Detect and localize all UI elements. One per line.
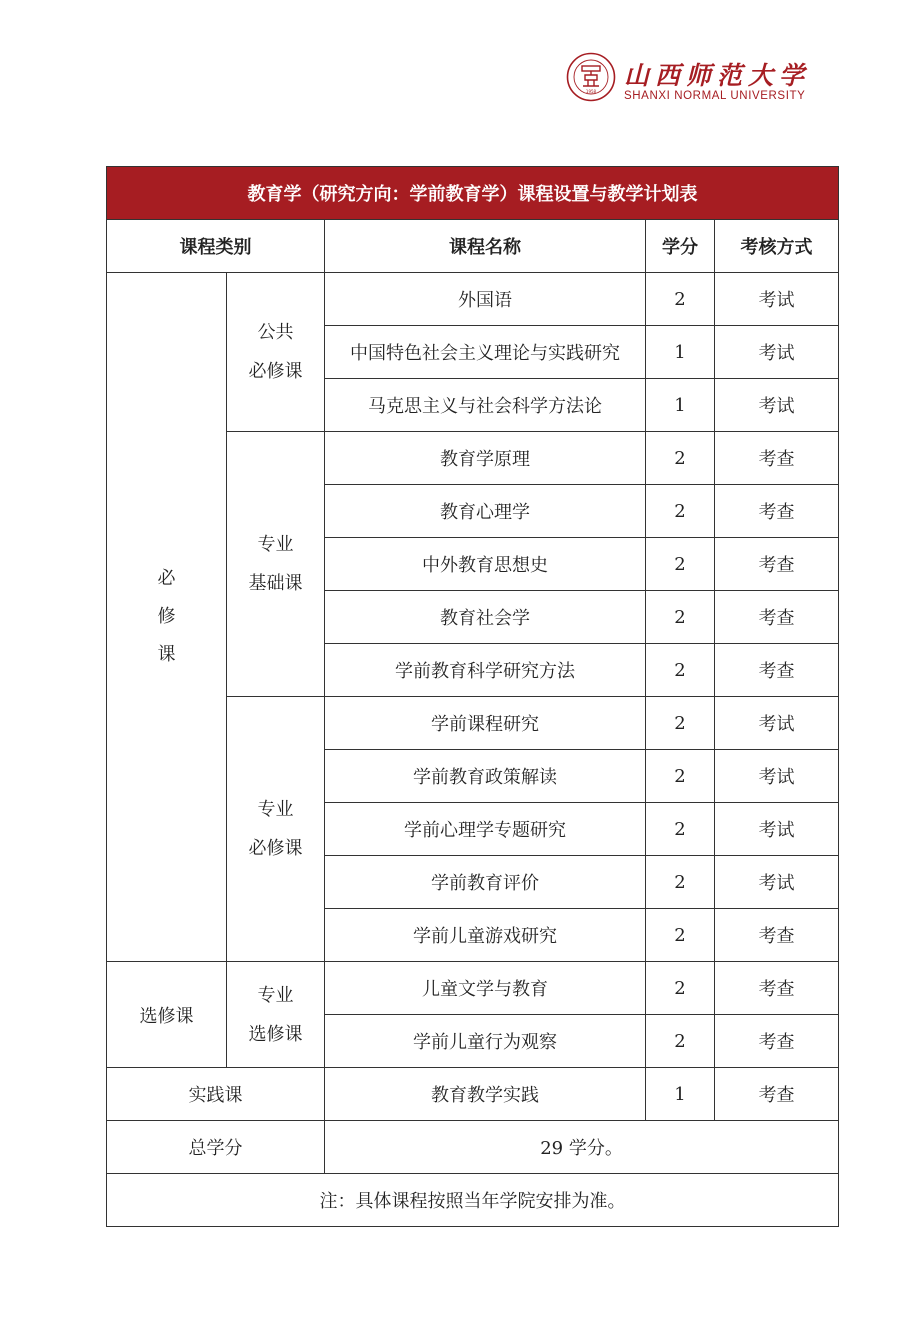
course-assessment: 考查 xyxy=(715,909,839,962)
university-seal-icon xyxy=(566,52,616,102)
total-row xyxy=(107,1121,839,1174)
course-name: 学前教育政策解读 xyxy=(325,750,646,803)
public-required-cell xyxy=(227,273,325,432)
course-credits: 1 xyxy=(646,326,715,379)
course-assessment: 考查 xyxy=(715,1015,839,1068)
table-note: 注：具体课程按照当年学院安排为准。 xyxy=(107,1174,839,1227)
course-credits: 2 xyxy=(646,591,715,644)
header-assessment: 考核方式 xyxy=(715,220,839,273)
course-assessment: 考查 xyxy=(715,485,839,538)
course-name: 马克思主义与社会科学方法论 xyxy=(325,379,646,432)
course-name: 儿童文学与教育 xyxy=(325,962,646,1015)
course-credits: 2 xyxy=(646,538,715,591)
public-required-label-2: 必修课 xyxy=(248,361,303,382)
table-row xyxy=(107,273,839,326)
logo-english-name: SHANXI NORMAL UNIVERSITY xyxy=(624,90,806,102)
course-credits: 2 xyxy=(646,1015,715,1068)
course-assessment: 考查 xyxy=(715,962,839,1015)
course-credits: 2 xyxy=(646,909,715,962)
course-name: 教育社会学 xyxy=(325,591,646,644)
table-row xyxy=(107,962,839,1015)
major-elective-cell xyxy=(227,962,325,1068)
required-label-3: 课 xyxy=(157,644,176,665)
course-plan-table xyxy=(106,166,839,1227)
course-name: 教育学原理 xyxy=(325,432,646,485)
university-logo xyxy=(566,52,816,108)
course-credits: 2 xyxy=(646,856,715,909)
course-name: 中外教育思想史 xyxy=(325,538,646,591)
course-assessment: 考试 xyxy=(715,379,839,432)
course-name: 教育教学实践 xyxy=(325,1068,646,1121)
svg-text:1958: 1958 xyxy=(585,89,597,94)
header-credits: 学分 xyxy=(646,220,715,273)
course-credits: 2 xyxy=(646,432,715,485)
practice-category-cell: 实践课 xyxy=(107,1068,325,1121)
course-credits: 2 xyxy=(646,803,715,856)
table-title: 教育学（研究方向：学前教育学）课程设置与教学计划表 xyxy=(107,167,839,220)
course-name: 学前儿童游戏研究 xyxy=(325,909,646,962)
course-name: 学前教育科学研究方法 xyxy=(325,644,646,697)
course-credits: 2 xyxy=(646,750,715,803)
course-name: 教育心理学 xyxy=(325,485,646,538)
course-assessment: 考试 xyxy=(715,856,839,909)
header-category: 课程类别 xyxy=(107,220,325,273)
course-credits: 2 xyxy=(646,962,715,1015)
course-credits: 2 xyxy=(646,485,715,538)
course-name: 学前儿童行为观察 xyxy=(325,1015,646,1068)
required-category-cell xyxy=(107,273,227,962)
major-required-label-1: 专业 xyxy=(257,799,294,820)
course-name: 外国语 xyxy=(325,273,646,326)
course-credits: 1 xyxy=(646,1068,715,1121)
course-credits: 2 xyxy=(646,273,715,326)
table-title-row xyxy=(107,167,839,220)
total-label: 总学分 xyxy=(107,1121,325,1174)
course-name: 学前教育评价 xyxy=(325,856,646,909)
course-credits: 2 xyxy=(646,697,715,750)
major-elective-label-2: 选修课 xyxy=(248,1023,303,1045)
foundation-label-2: 基础课 xyxy=(248,573,303,594)
course-name: 学前课程研究 xyxy=(325,697,646,750)
course-assessment: 考查 xyxy=(715,644,839,697)
required-label-2: 修 xyxy=(157,606,176,627)
course-assessment: 考试 xyxy=(715,803,839,856)
course-name: 学前心理学专题研究 xyxy=(325,803,646,856)
note-row xyxy=(107,1174,839,1227)
major-required-cell xyxy=(227,697,325,962)
course-assessment: 考查 xyxy=(715,432,839,485)
course-credits: 2 xyxy=(646,644,715,697)
course-assessment: 考试 xyxy=(715,750,839,803)
required-label-1: 必 xyxy=(157,568,176,589)
course-credits: 1 xyxy=(646,379,715,432)
foundation-cell xyxy=(227,432,325,697)
major-elective-label-1: 专业 xyxy=(257,984,294,1006)
public-required-label-1: 公共 xyxy=(257,322,294,343)
course-assessment: 考查 xyxy=(715,591,839,644)
course-name: 中国特色社会主义理论与实践研究 xyxy=(325,326,646,379)
total-value: 29 学分。 xyxy=(325,1121,839,1174)
foundation-label-1: 专业 xyxy=(257,534,294,555)
header-row xyxy=(107,220,839,273)
header-course-name: 课程名称 xyxy=(325,220,646,273)
course-assessment: 考试 xyxy=(715,697,839,750)
course-assessment: 考试 xyxy=(715,273,839,326)
course-assessment: 考试 xyxy=(715,326,839,379)
course-assessment: 考查 xyxy=(715,1068,839,1121)
course-assessment: 考查 xyxy=(715,538,839,591)
major-required-label-2: 必修课 xyxy=(248,838,303,859)
table-row xyxy=(107,1068,839,1121)
elective-category-cell: 选修课 xyxy=(107,962,227,1068)
logo-chinese-name: 山西师范大学 xyxy=(624,61,811,90)
